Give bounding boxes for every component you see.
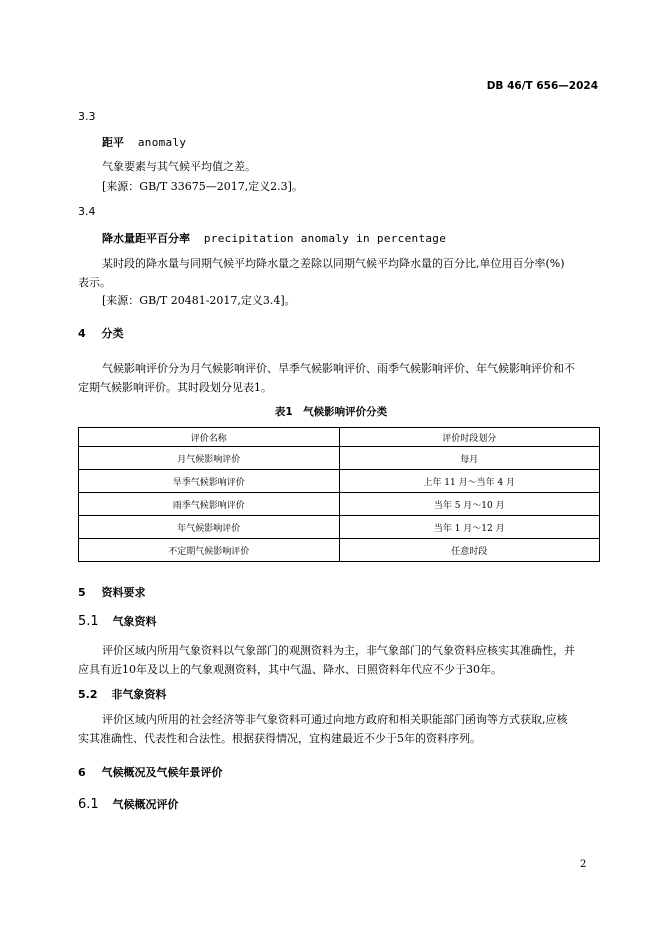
- table-header-name: 评价名称: [79, 428, 340, 447]
- table-cell: 任意时段: [339, 539, 600, 562]
- paragraph-line-1: 气候影响评价分为月气候影响评价、旱季气候影响评价、雨季气候影响评价、年气候影响评价和不: [102, 362, 575, 375]
- table-cell: 当年 1 月～12 月: [339, 516, 600, 539]
- paragraph-line-1: 评价区域内所用的社会经济等非气象资料可通过向地方政府和相关职能部门函询等方式获取,应核: [102, 713, 568, 726]
- term-precipitation-anomaly: [102, 230, 446, 246]
- table-row: [79, 470, 600, 493]
- section-title: 分类: [101, 327, 124, 340]
- page-number: 2: [580, 859, 587, 870]
- table-cell: 雨季气候影响评价: [79, 493, 340, 516]
- term-zh: 降水量距平百分率: [102, 232, 190, 245]
- document-id: DB 46/T 656—2024: [486, 80, 598, 92]
- section-heading-5: [78, 584, 146, 600]
- source-precipitation: [来源：GB/T 20481-2017,定义3.4]。: [102, 294, 296, 307]
- definition-line-1: 某时段的降水量与同期气候平均降水量之差除以同期气候平均降水量的百分比,单位用百分率(%): [102, 257, 565, 270]
- table-cell: 月气候影响评价: [79, 447, 340, 470]
- subsection-number: 6.1: [78, 797, 99, 812]
- definition-line-2: 表示。: [78, 276, 111, 289]
- section-title: 资料要求: [101, 586, 146, 599]
- table-row: [79, 447, 600, 470]
- section-heading-4: [78, 325, 124, 341]
- term-anomaly: [102, 134, 186, 150]
- section-number: 4: [78, 327, 86, 340]
- section-number: 5: [78, 586, 86, 599]
- table-header-period: 评价时段划分: [339, 428, 600, 447]
- term-en: anomaly: [137, 136, 187, 149]
- section-title: 气候概况及气候年景评价: [101, 766, 223, 779]
- table-cell: 旱季气候影响评价: [79, 470, 340, 493]
- table-row: [79, 493, 600, 516]
- subsection-heading-6-1: [78, 796, 179, 812]
- paragraph-line-2: 实其准确性、代表性和合法性。根据获得情况，宜构建最近不少于5年的资料序列。: [78, 732, 481, 745]
- term-en: precipitation anomaly in percentage: [203, 232, 447, 245]
- subsection-heading-5-2: [78, 686, 166, 702]
- subsection-heading-5-1: [78, 613, 157, 629]
- table-cell: 当年 5 月～10 月: [339, 493, 600, 516]
- table-cell: 每月: [339, 447, 600, 470]
- table-row: [79, 539, 600, 562]
- subsection-number: 5.1: [78, 614, 99, 629]
- table-cell: 年气候影响评价: [79, 516, 340, 539]
- term-zh: 距平: [102, 136, 124, 149]
- table-cell: 不定期气候影响评价: [79, 539, 340, 562]
- subsection-number: 5.2: [78, 688, 98, 701]
- table-header-row: [79, 428, 600, 447]
- table-caption: 表1 气候影响评价分类: [274, 406, 388, 418]
- subsection-title: 气候概况评价: [112, 798, 179, 811]
- section-number-3-4: 3.4: [78, 205, 96, 218]
- source-anomaly: [来源：GB/T 33675—2017,定义2.3]。: [102, 180, 303, 193]
- section-number: 6: [78, 766, 86, 779]
- paragraph-line-1: 评价区域内所用气象资料以气象部门的观测资料为主，非气象部门的气象资料应核实其准确性，并: [102, 644, 575, 657]
- definition-anomaly: 气象要素与其气候平均值之差。: [102, 160, 256, 173]
- table-row: [79, 516, 600, 539]
- paragraph-line-2: 定期气候影响评价。其时段划分见表1。: [78, 381, 272, 394]
- table-cell: 上年 11 月～当年 4 月: [339, 470, 600, 493]
- section-number-3-3: 3.3: [78, 110, 96, 123]
- paragraph-line-2: 应具有近10年及以上的气象观测资料，其中气温、降水、日照资料年代应不少于30年。: [78, 663, 502, 676]
- section-heading-6: [78, 764, 223, 780]
- classification-table: [78, 427, 600, 562]
- subsection-title: 非气象资料: [111, 688, 167, 701]
- subsection-title: 气象资料: [112, 615, 157, 628]
